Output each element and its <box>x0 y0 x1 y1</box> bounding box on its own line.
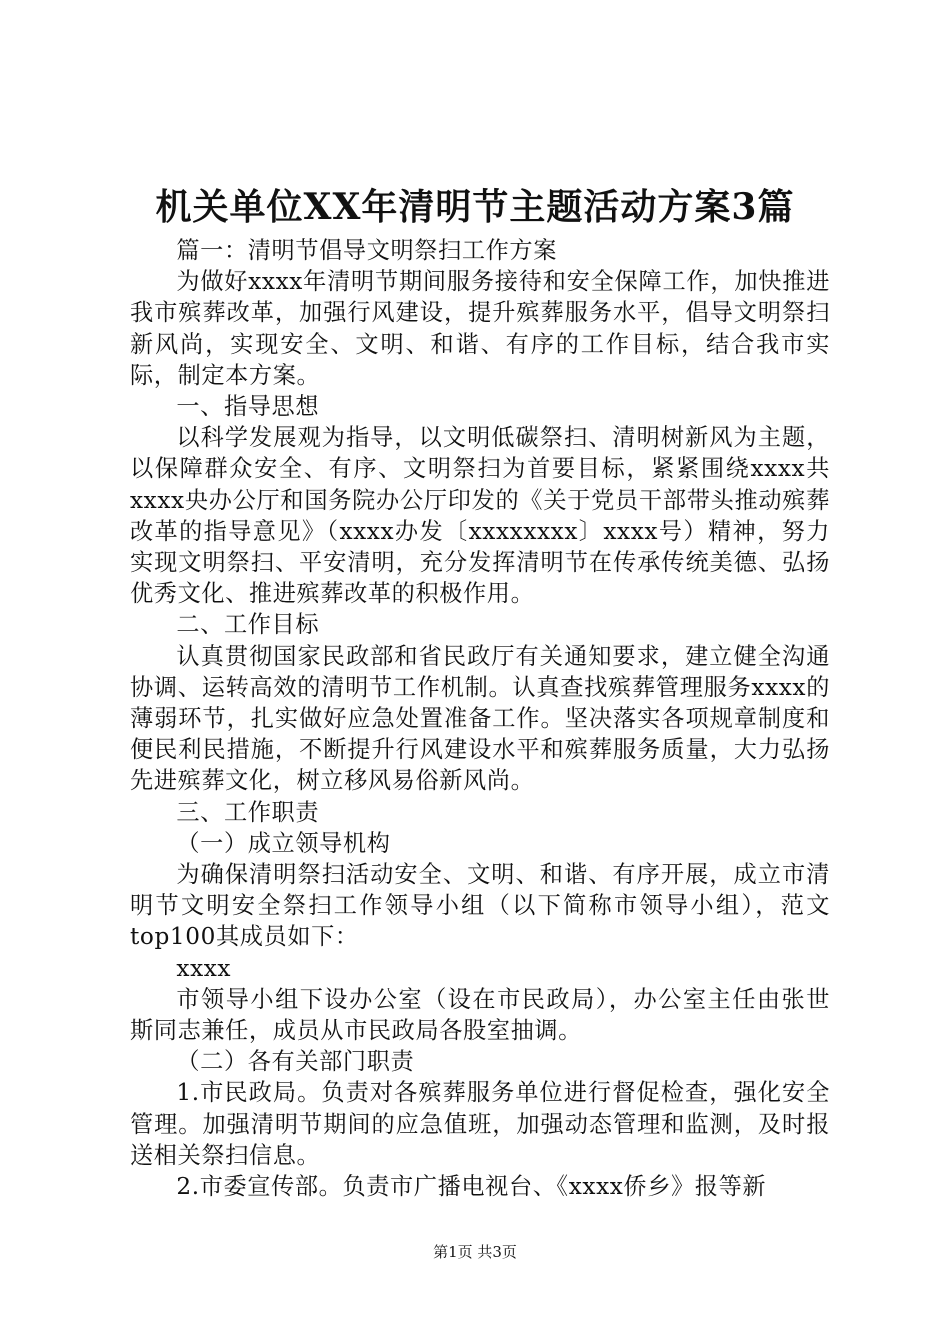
document-body <box>130 235 830 1202</box>
subsection-heading: （二）各有关部门职责 <box>176 1048 415 1076</box>
paragraph: 市领导小组下设办公室（设在市民政局），办公室主任由张世斯同志兼任，成员从市民政局各股室抽调。 <box>130 985 830 1045</box>
list-item: 1.市民政局。负责对各殡葬服务单位进行督促检查，强化安全管理。加强清明节期间的应急值班，加强动态管理和监测，及时报送相关祭扫信息。 <box>130 1079 830 1169</box>
list-item: 2.市委宣传部。负责市广播电视台、《xxxx侨乡》报等新 <box>176 1173 767 1201</box>
page-footer: 第1页 共3页 <box>433 1243 517 1261</box>
section-heading: 三、工作职责 <box>176 798 320 826</box>
paragraph: 为确保清明祭扫活动安全、文明、和谐、有序开展，成立市清明节文明安全祭扫工作领导小组（以下简称市领导小组），范文top100其成员如下： <box>130 861 830 951</box>
paragraph: 认真贯彻国家民政部和省民政厅有关通知要求，建立健全沟通协调、运转高效的清明节工作机制。认真查找殡葬管理服务xxxx的薄弱环节，扎实做好应急处置准备工作。坚决落实各项规章制度和便民利民措施，不断提升行风建设水平和殡葬服务质量，大力弘扬先进殡葬文化，树立移风易俗新风尚。 <box>130 642 830 795</box>
paragraph: 以科学发展观为指导，以文明低碳祭扫、清明树新风为主题，以保障群众安全、有序、文明祭扫为首要目标，紧紧围绕xxxx共xxxx央办公厅和国务院办公厅印发的《关于党员干部带头推动殡葬改革的指导意见》（xxxx办发〔xxxxxxxx〕xxxx号）精神，努力实现文明祭扫、平安清明，充分发挥清明节在传承传统美德、弘扬优秀文化、推进殡葬改革的积极作用。 <box>130 424 830 608</box>
placeholder-line: xxxx <box>176 954 232 982</box>
paragraph: 为做好xxxx年清明节期间服务接待和安全保障工作，加快推进我市殡葬改革，加强行风建设，提升殡葬服务水平，倡导文明祭扫新风尚，实现安全、文明、和谐、有序的工作目标，结合我市实际，制定本方案。 <box>130 268 830 389</box>
section-heading: 二、工作目标 <box>176 611 320 639</box>
subsection-heading: （一）成立领导机构 <box>176 829 391 857</box>
document-title: 机关单位XX年清明节主题活动方案3篇 <box>155 186 795 228</box>
section-heading: 篇一：清明节倡导文明祭扫工作方案 <box>176 237 557 264</box>
section-heading: 一、指导思想 <box>176 393 320 421</box>
